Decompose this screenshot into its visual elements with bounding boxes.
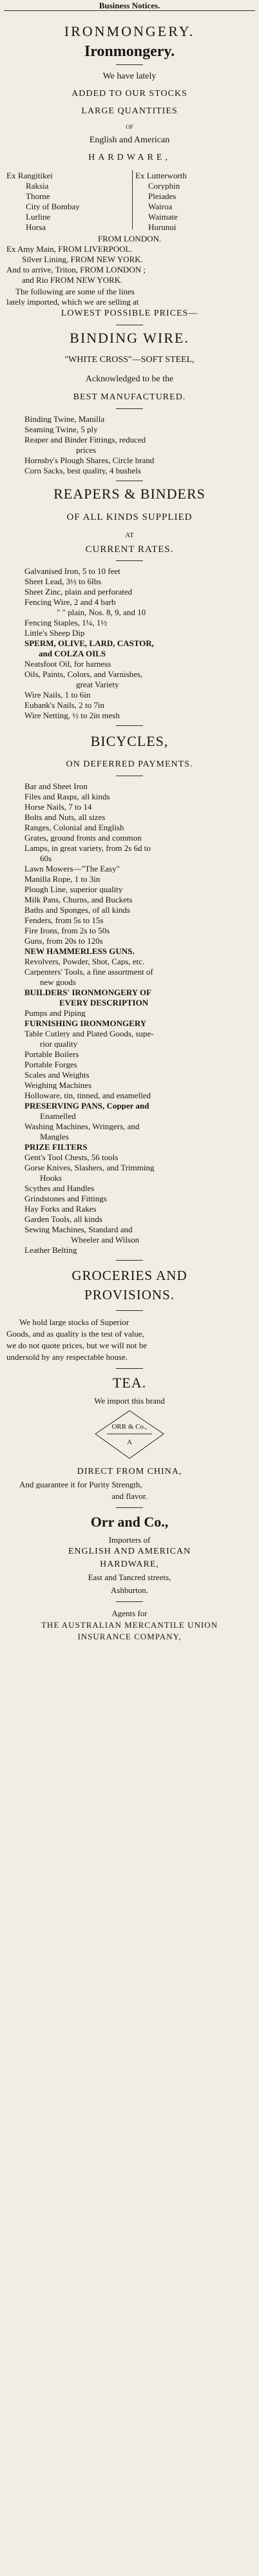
divider (116, 1260, 143, 1261)
groceries-paragraph: We hold large stocks of Superior (19, 1318, 130, 1326)
list-item: Table Cutlery and Plated Goods, supe- (24, 1029, 154, 1038)
list-item: Hay Forks and Rakes (24, 1205, 97, 1213)
divider (116, 1507, 143, 1508)
list-item: Oils, Paints, Colors, and Varnishes, (24, 670, 143, 678)
list-item: Bolts and Nuts, all sizes (24, 813, 106, 821)
list-item: Sheet Zinc, plain and perforated (24, 587, 133, 596)
list-item: Washing Machines, Wringers, and (24, 1122, 140, 1131)
list-item: Eubank's Nails, 2 to 7in (24, 701, 105, 709)
list-item: Carpenters' Tools, a fine assortment of (24, 968, 153, 976)
company-name: Orr and Co., (90, 1515, 169, 1529)
list-item: Reaper and Binder Fittings, reduced (24, 435, 146, 444)
list-item: BUILDERS' IRONMONGERY OF (24, 988, 151, 997)
ship-name: Coryphin (148, 182, 180, 190)
arrival-line: and Rio FROM NEW YORK. (22, 276, 123, 284)
masthead: Business Notices. (99, 1, 160, 10)
list-item: Weighing Machines (24, 1081, 92, 1089)
list-item: Sheet Lead, 3½ to 6lbs (24, 577, 102, 586)
groceries-paragraph: Goods, and as quality is the test of value, (6, 1330, 144, 1338)
list-item: Portable Forges (24, 1060, 77, 1069)
list-item: Grindstones and Fittings (24, 1194, 107, 1203)
list-item: Scythes and Handles (24, 1184, 95, 1192)
ship-name: Waimate (148, 213, 178, 221)
divider (116, 1310, 143, 1311)
white-cross: "WHITE CROSS"—SOFT STEEL, (64, 356, 195, 365)
reapers-heading: REAPERS & BINDERS (53, 487, 206, 501)
list-item: Plough Line, superior quality (24, 885, 123, 893)
arrival-line: And to arrive, Triton, FROM LONDON ; (6, 265, 146, 274)
agents-line: THE AUSTRALIAN MERCANTILE UNION (41, 1621, 218, 1629)
list-item: PRIZE FILTERS (24, 1143, 88, 1151)
intro-line: LARGE QUANTITIES (81, 107, 178, 116)
ship-name: Ex Rangitikei (6, 171, 53, 180)
list-item: Files and Rasps, all kinds (24, 792, 110, 801)
agents-line: INSURANCE COMPANY, (77, 1632, 182, 1641)
tea-direct: DIRECT FROM CHINA, (77, 1467, 182, 1476)
list-item: Scales and Weights (24, 1071, 90, 1079)
streets: East and Tancred streets, (88, 1573, 171, 1581)
bicycles-sub: ON DEFERRED PAYMENTS. (66, 760, 193, 769)
list-item: " " plain, Nos. 8, 9, and 10 (57, 608, 146, 616)
best-manufactured: BEST MANUFACTURED. (73, 393, 186, 402)
list-item: Holloware, tin, tinned, and enamelled (24, 1091, 151, 1100)
eng-amer: ENGLISH AND AMERICAN (68, 1547, 191, 1556)
list-item: Seaming Twine, 5 ply (24, 425, 98, 434)
reapers-sub: AT (125, 532, 134, 539)
importers: Importers of (108, 1536, 151, 1544)
bicycles-heading: BICYCLES, (90, 734, 169, 749)
divider (116, 725, 143, 726)
agents-line: Agents for (111, 1609, 148, 1617)
list-item: Ranges, Colonial and English (24, 823, 124, 832)
list-item: great Variety (76, 680, 119, 689)
divider (116, 64, 143, 65)
groceries-heading: GROCERIES AND (72, 1269, 187, 1283)
list-item: Wire Netting, ½ to 2in mesh (24, 711, 120, 720)
list-item: EVERY DESCRIPTION (59, 998, 149, 1007)
tea-import: We import this brand (94, 1397, 165, 1405)
banner-ironmongery: IRONMONGERY. (64, 24, 195, 39)
following-line: The following are some of the lines (15, 287, 135, 296)
list-item: prices (76, 446, 97, 454)
ship-name: Raksia (26, 182, 49, 190)
list-item: Little's Sheep Dip (24, 629, 85, 637)
list-item: Neatsfoot Oil, for harness (24, 660, 111, 668)
list-item: Revolvers, Powder, Shot, Caps, etc. (24, 957, 145, 966)
list-item: Hooks (40, 1174, 62, 1182)
ironmongery-title: Ironmongery. (84, 44, 175, 59)
list-item: SPERM, OLIVE, LARD, CASTOR, (24, 639, 154, 647)
list-item: Gorse Knives, Slashers, and Trimming (24, 1163, 155, 1172)
groceries-heading: PROVISIONS. (84, 1288, 175, 1302)
brand-name: ORR & Co., (111, 1424, 148, 1431)
arrival-line: Ex Amy Main, FROM LIVERPOOL. (6, 245, 133, 253)
reapers-sub: CURRENT RATES. (85, 545, 174, 555)
groceries-paragraph: undersold by any respectable house. (6, 1353, 128, 1361)
list-item: Garden Tools, all kinds (24, 1215, 102, 1223)
list-item: PRESERVING PANS, Copper and (24, 1102, 149, 1110)
list-item: Fencing Staples, 1¼, 1½ (24, 618, 108, 627)
list-item: Galvanised Iron, 5 to 10 feet (24, 567, 120, 575)
intro-line: We have lately (102, 72, 157, 81)
list-item: Fenders, from 5s to 15s (24, 916, 104, 924)
divider (116, 1601, 143, 1602)
list-item: Enamelled (40, 1112, 76, 1120)
brand-letter: A (127, 1439, 132, 1446)
brand-diamond-shape (94, 1409, 165, 1460)
list-item: NEW HAMMERLESS GUNS. (24, 947, 135, 955)
binding-wire-heading: BINDING WIRE. (70, 331, 189, 345)
tea-guarantee: and flavor. (111, 1492, 148, 1500)
list-item: Portable Boilers (24, 1050, 79, 1058)
list-item: Hornsby's Plough Shares, Circle brand (24, 456, 155, 464)
list-item: and COLZA OILS (39, 649, 106, 658)
ship-name: Pleiades (148, 192, 177, 200)
arrival-line: Silver Lining, FROM NEW YORK. (22, 255, 143, 263)
list-item: Wheeler and Wilson (71, 1236, 140, 1244)
list-item: 60s (40, 854, 52, 863)
list-item: FURNISHING IRONMONGERY (24, 1019, 147, 1027)
groceries-paragraph: we do not quote prices, but we will not be (6, 1341, 148, 1350)
list-item: Guns, from 20s to 120s (24, 937, 103, 945)
list-item: Wire Nails, 1 to 6in (24, 691, 91, 699)
intro-line: English and American (89, 136, 170, 145)
list-item: Grates, ground fronts and common (24, 834, 142, 842)
ship-name: Ex Lutterworth (135, 171, 187, 180)
ship-name: Lurline (26, 213, 51, 221)
list-item: Leather Belting (24, 1246, 77, 1254)
list-item: Sewing Machines, Standard and (24, 1225, 133, 1234)
list-item: Horse Nails, 7 to 14 (24, 803, 92, 811)
list-item: Pumps and Piping (24, 1009, 86, 1017)
divider (116, 560, 143, 561)
ship-name: Thorne (26, 192, 50, 200)
town: Ashburton. (110, 1586, 149, 1594)
list-item: Manilla Rope, 1 to 3in (24, 875, 101, 883)
reapers-sub: OF ALL KINDS SUPPLIED (66, 513, 193, 522)
list-item: Fencing Wire, 2 and 4 barb (24, 598, 116, 606)
list-item: Milk Pans, Churns, and Buckets (24, 895, 133, 904)
acknowledged: Acknowledged to be the (85, 375, 174, 384)
list-item: Corn Sacks, best quality, 4 bushels (24, 466, 141, 475)
list-item: Binding Twine, Manilla (24, 415, 105, 423)
intro-line: HARDWARE, (88, 153, 171, 162)
tea-heading: TEA. (112, 1376, 147, 1390)
list-item: Lamps, in great variety, from 2s 6d to (24, 844, 151, 852)
intro-line: OF (126, 124, 133, 130)
list-item: Gent's Tool Chests, 56 tools (24, 1153, 119, 1161)
ship-name: City of Bombay (26, 202, 80, 211)
ship-name: Hurunui (148, 223, 177, 231)
lowest-prices: LOWEST POSSIBLE PRICES— (61, 309, 198, 318)
list-item: rior quality (40, 1040, 78, 1048)
list-item: Baths and Sponges, of all kinds (24, 906, 130, 914)
from-london: FROM LONDON. (97, 234, 162, 243)
tea-guarantee: And guarantee it for Purity Strength, (19, 1480, 142, 1489)
hardware: HARDWARE, (100, 1560, 159, 1569)
divider (116, 1368, 143, 1369)
divider (116, 408, 143, 409)
masthead-rule (4, 10, 255, 11)
intro-line: ADDED TO OUR STOCKS (72, 90, 187, 99)
ship-name: Wairoa (148, 202, 173, 211)
ship-name: Horsa (26, 223, 46, 231)
list-item: Mangles (40, 1132, 69, 1141)
list-item: Lawn Mowers—"The Easy" (24, 864, 120, 873)
following-line: lately imported, which we are selling at (6, 298, 139, 306)
list-item: Bar and Sheet Iron (24, 782, 88, 790)
list-item: new goods (40, 978, 76, 986)
list-item: Fire Irons, from 2s to 50s (24, 926, 110, 935)
